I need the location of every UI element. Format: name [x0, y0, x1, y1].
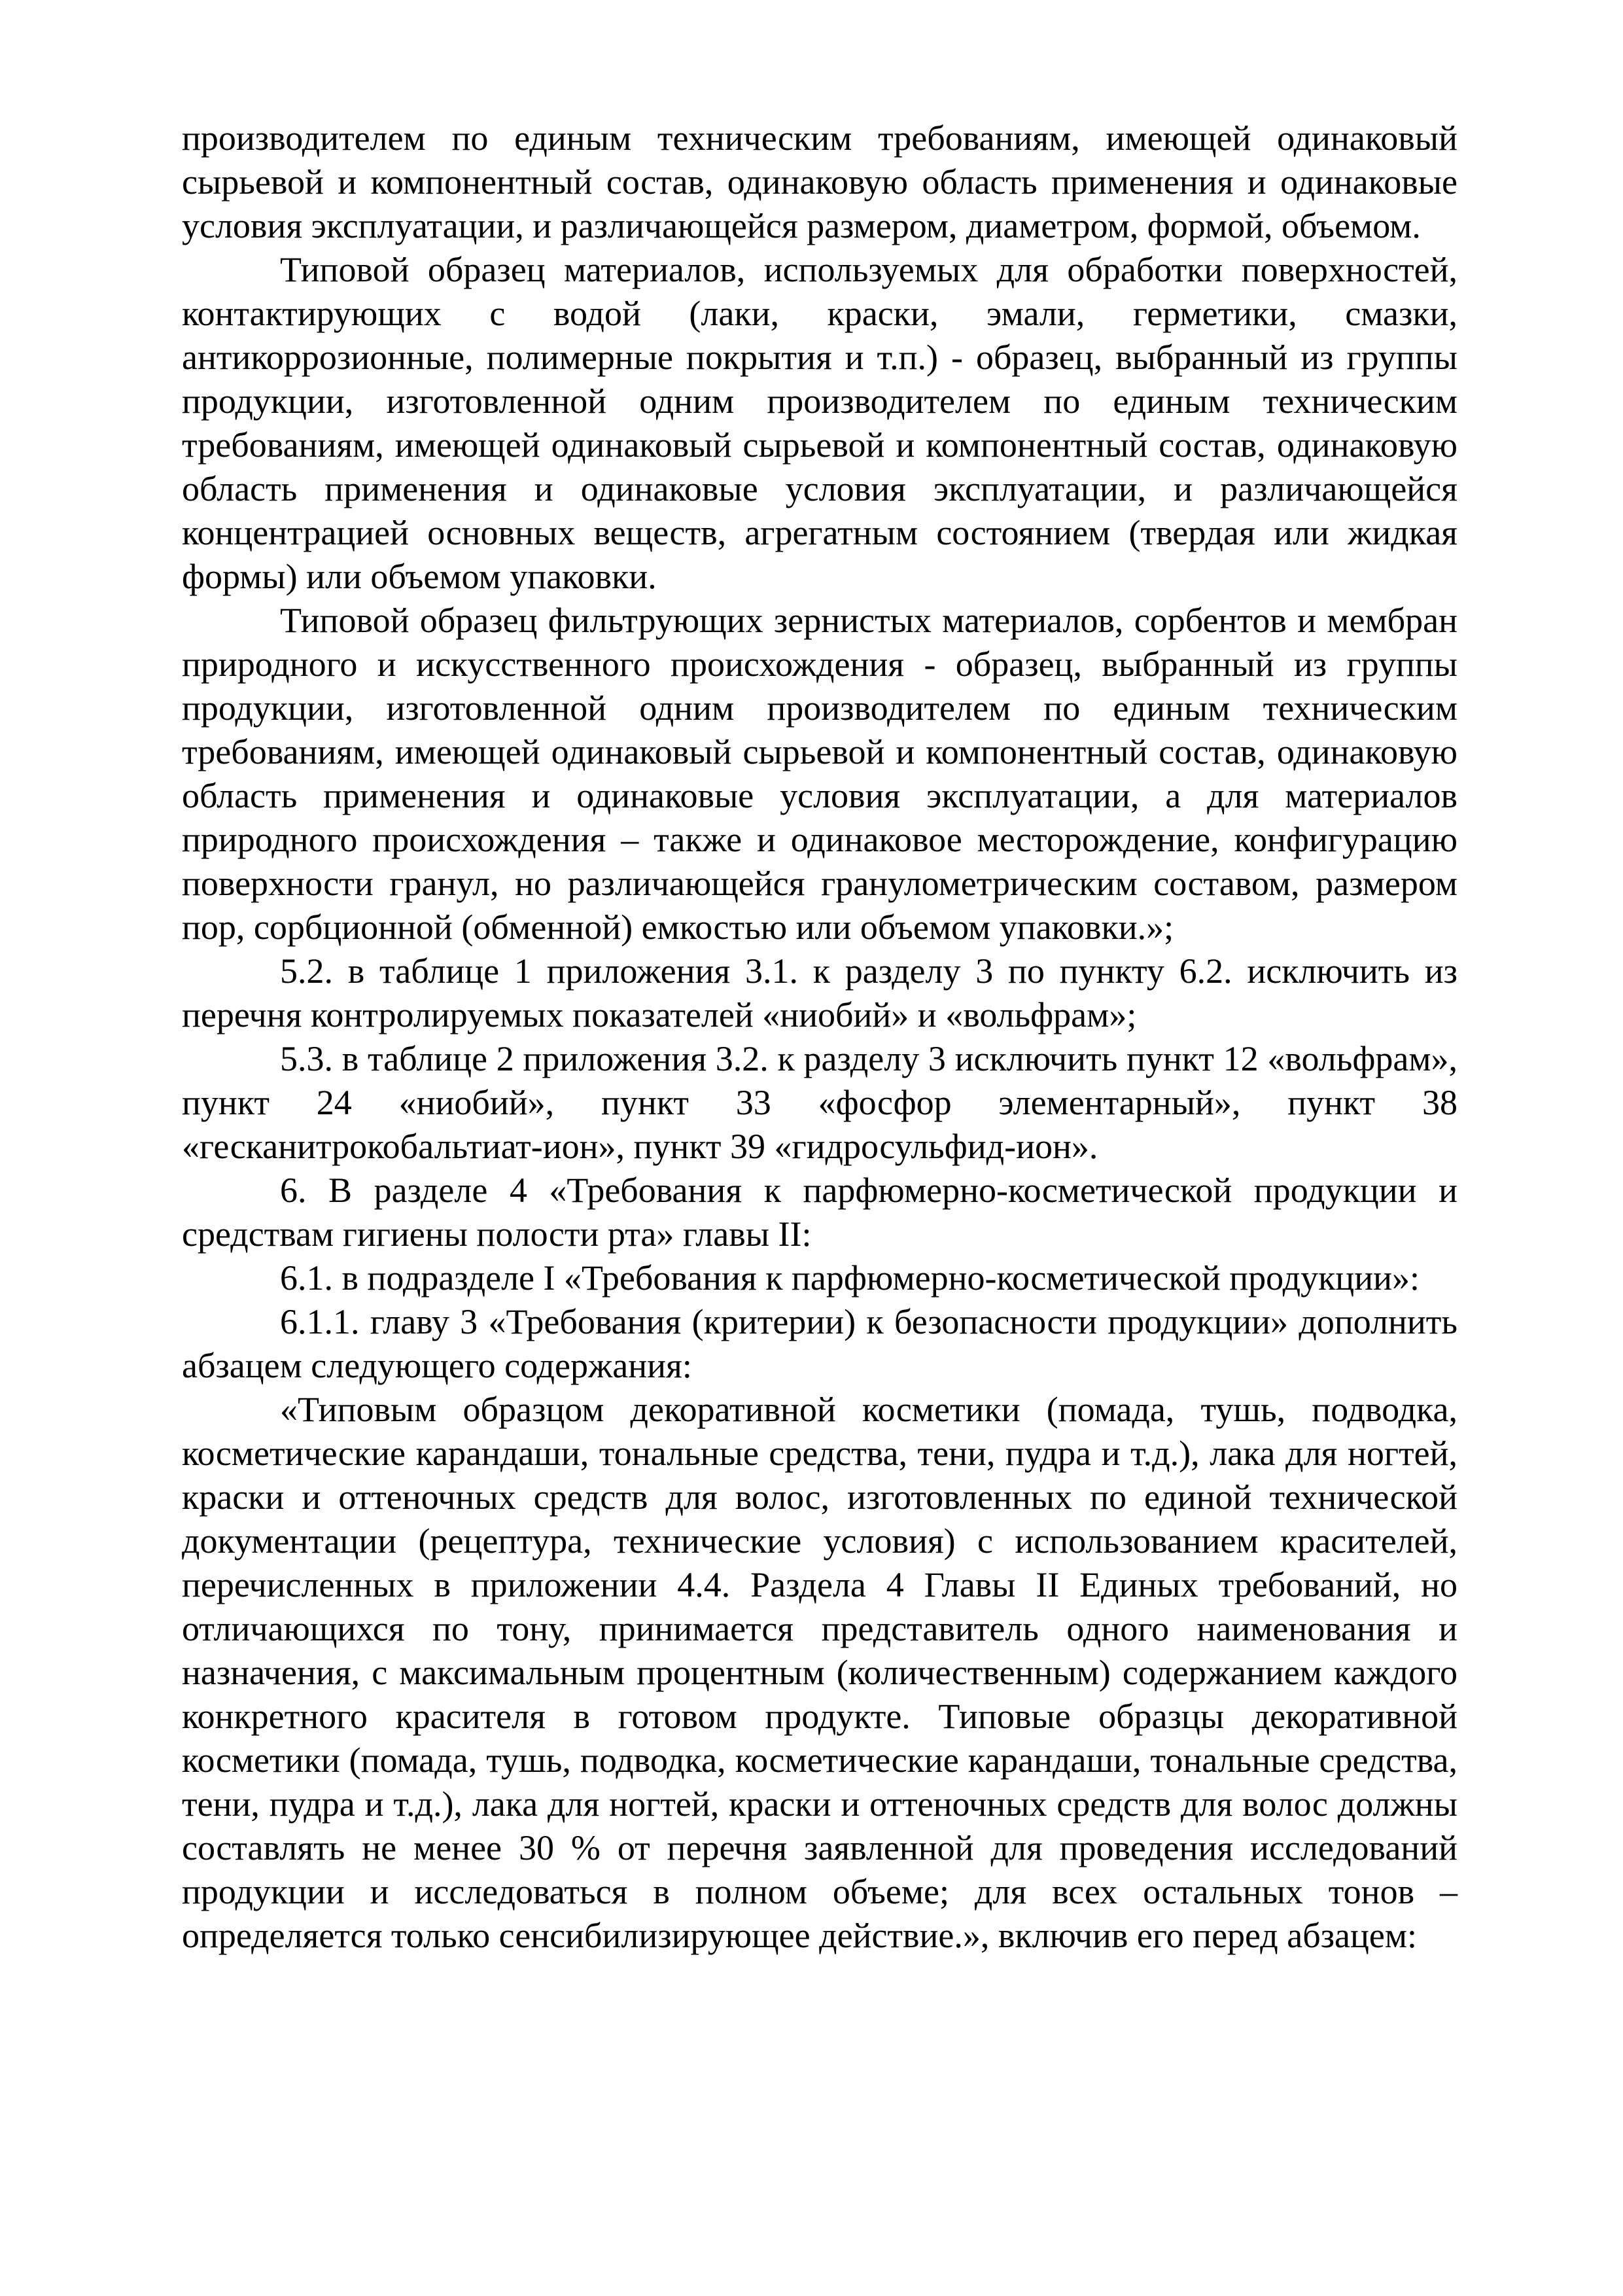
- paragraph-item-5-2: 5.2. в таблице 1 приложения 3.1. к разделу 3 по пункту 6.2. исключить из перечня контролируемых показателей «ниобий» и «вольфрам»;: [182, 951, 1457, 1034]
- paragraph-item-6: 6. В разделе 4 «Требования к парфюмерно-косметической продукции и средствам гигиены полости рта» главы II:: [182, 1171, 1457, 1254]
- paragraph-typical-sample-coatings: Типовой образец материалов, используемых для обработки поверхностей, контактирующих с водой (лаки, краски, эмали, герметики, смазки, антикоррозионные, полимерные покрытия и т.п.) - образец, выбранный из группы продукции, изготовленной одним производителем по единым техническим требованиям, имеющей одинаковый сырьевой и компонентный состав, одинаковую область применения и одинаковые условия эксплуатации, и различающейся концентрацией основных веществ, агрегатным состоянием (твердая или жидкая формы) или объемом упаковки.: [182, 250, 1457, 596]
- paragraph-item-6-1: 6.1. в подразделе I «Требования к парфюмерно-косметической продукции»:: [280, 1258, 1420, 1298]
- paragraph-item-6-1-1: 6.1.1. главу 3 «Требования (критерии) к безопасности продукции» дополнить абзацем следующего содержания:: [182, 1302, 1457, 1385]
- document-page: [182, 116, 1457, 1958]
- paragraph-typical-sample-filters: Типовой образец фильтрующих зернистых материалов, сорбентов и мембран природного и искусственного происхождения - образец, выбранный из группы продукции, изготовленной одним производителем по единым техническим требованиям, имеющей одинаковый сырьевой и компонентный состав, одинаковую область применения и одинаковые условия эксплуатации, а для материалов природного происхождения – также и одинаковое месторождение, конфигурацию поверхности гранул, но различающейся гранулометрическим составом, размером пор, сорбционной (обменной) емкостью или объемом упаковки.»;: [182, 601, 1457, 947]
- paragraph-cosmetics-quote: «Типовым образцом декоративной косметики (помада, тушь, подводка, косметические карандаши, тональные средства, тени, пудра и т.д.), лака для ногтей, краски и оттеночных средств для волос, изготовленных по единой технической документации (рецептура, технические условия) с использованием красителей, перечисленных в приложении 4.4. Раздела 4 Главы II Единых требований, но отличающихся по тону, принимается представитель одного наименования и назначения, с максимальным процентным (количественным) содержанием каждого конкретного красителя в готовом продукте. Типовые образцы декоративной косметики (помада, тушь, подводка, косметические карандаши, тональные средства, тени, пудра и т.д.), лака для ногтей, краски и оттеночных средств для волос должны составлять не менее 30 % от перечня заявленной для проведения исследований продукции и исследоваться в полном объеме; для всех остальных тонов – определяется только сенсибилизирующее действие.», включив его перед абзацем:: [182, 1390, 1457, 1955]
- paragraph-item-5-3: 5.3. в таблице 2 приложения 3.2. к разделу 3 исключить пункт 12 «вольфрам», пункт 24 «ниобий», пункт 33 «фосфор элементарный», пункт 38 «гесканитрокобальтиат-ион», пункт 39 «гидросульфид-ион».: [182, 1039, 1457, 1166]
- paragraph-continuation: производителем по единым техническим требованиям, имеющей одинаковый сырьевой и компонентный состав, одинаковую область применения и одинаковые условия эксплуатации, и различающейся размером, диаметром, формой, объемом.: [182, 118, 1457, 245]
